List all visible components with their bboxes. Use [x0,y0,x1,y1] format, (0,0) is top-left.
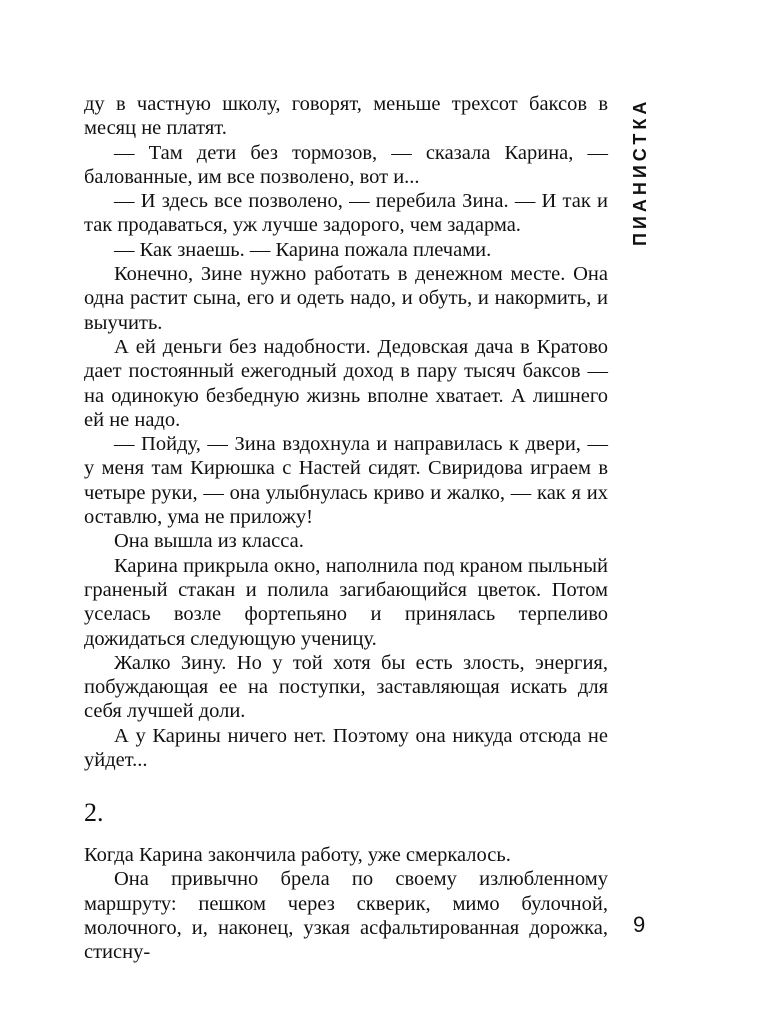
paragraph: ду в частную школу, говорят, меньше трехсот баксов в месяц не платят. [84,93,608,140]
paragraph: Она привычно брела по своему излюбленному маршруту: пешком через скверик, мимо булочной, молочного, и, наконец, узкая асфальтированная дорожка, стисну- [84,868,608,964]
chapter-text [84,843,608,964]
paragraph: — И здесь все позволено, — перебила Зина. — И так и так продаваться, уж лучше задорого, чем задарма. [84,190,608,237]
paragraph: А ей деньги без надобности. Дедовская дача в Кратово дает постоянный ежегодный доход в пару тысяч баксов — на одинокую безбедную жизнь вполне хватает. А лишнего ей не надо. [84,335,608,431]
paragraph: Она вышла из класса. [114,530,304,553]
paragraph: — Там дети без тормозов, — сказала Карина, — балованные, им все позволено, вот и... [84,141,608,188]
paragraph: Карина прикрыла окно, наполнила под краном пыльный граненый стакан и полила загибающийся цветок. Потом уселась возле фортепьяно и принялась терпеливо дожидаться следующую ученицу. [84,554,608,650]
paragraph: — Пойду, — Зина вздохнула и направилась к двери, — у меня там Кирюшка с Настей сидят. Свиридова играем в четыре руки, — она улыбнулась криво и жалко, — как я их оставлю, ума не приложу! [84,433,608,529]
page-number: 9 [633,912,646,937]
paragraph: Конечно, Зине нужно работать в денежном месте. Она одна растит сына, его и одеть надо, и обуть, и накормить, и выучить. [84,263,608,334]
main-text [84,92,608,772]
paragraph: — Как знаешь. — Карина пожала плечами. [114,238,492,261]
paragraph: Когда Карина закончила работу, уже смеркалось. [84,844,511,866]
paragraph: Жалко Зину. Но у той хотя бы есть злость, энергия, побуждающая ее на поступки, заставляющая искать для себя лучшей доли. [84,651,608,723]
paragraph: А у Карины ничего нет. Поэтому она никуда отсюда не уйдет... [84,724,608,772]
chapter-number: 2. [84,798,104,827]
running-title: ПИАНИСТКА [630,98,650,247]
